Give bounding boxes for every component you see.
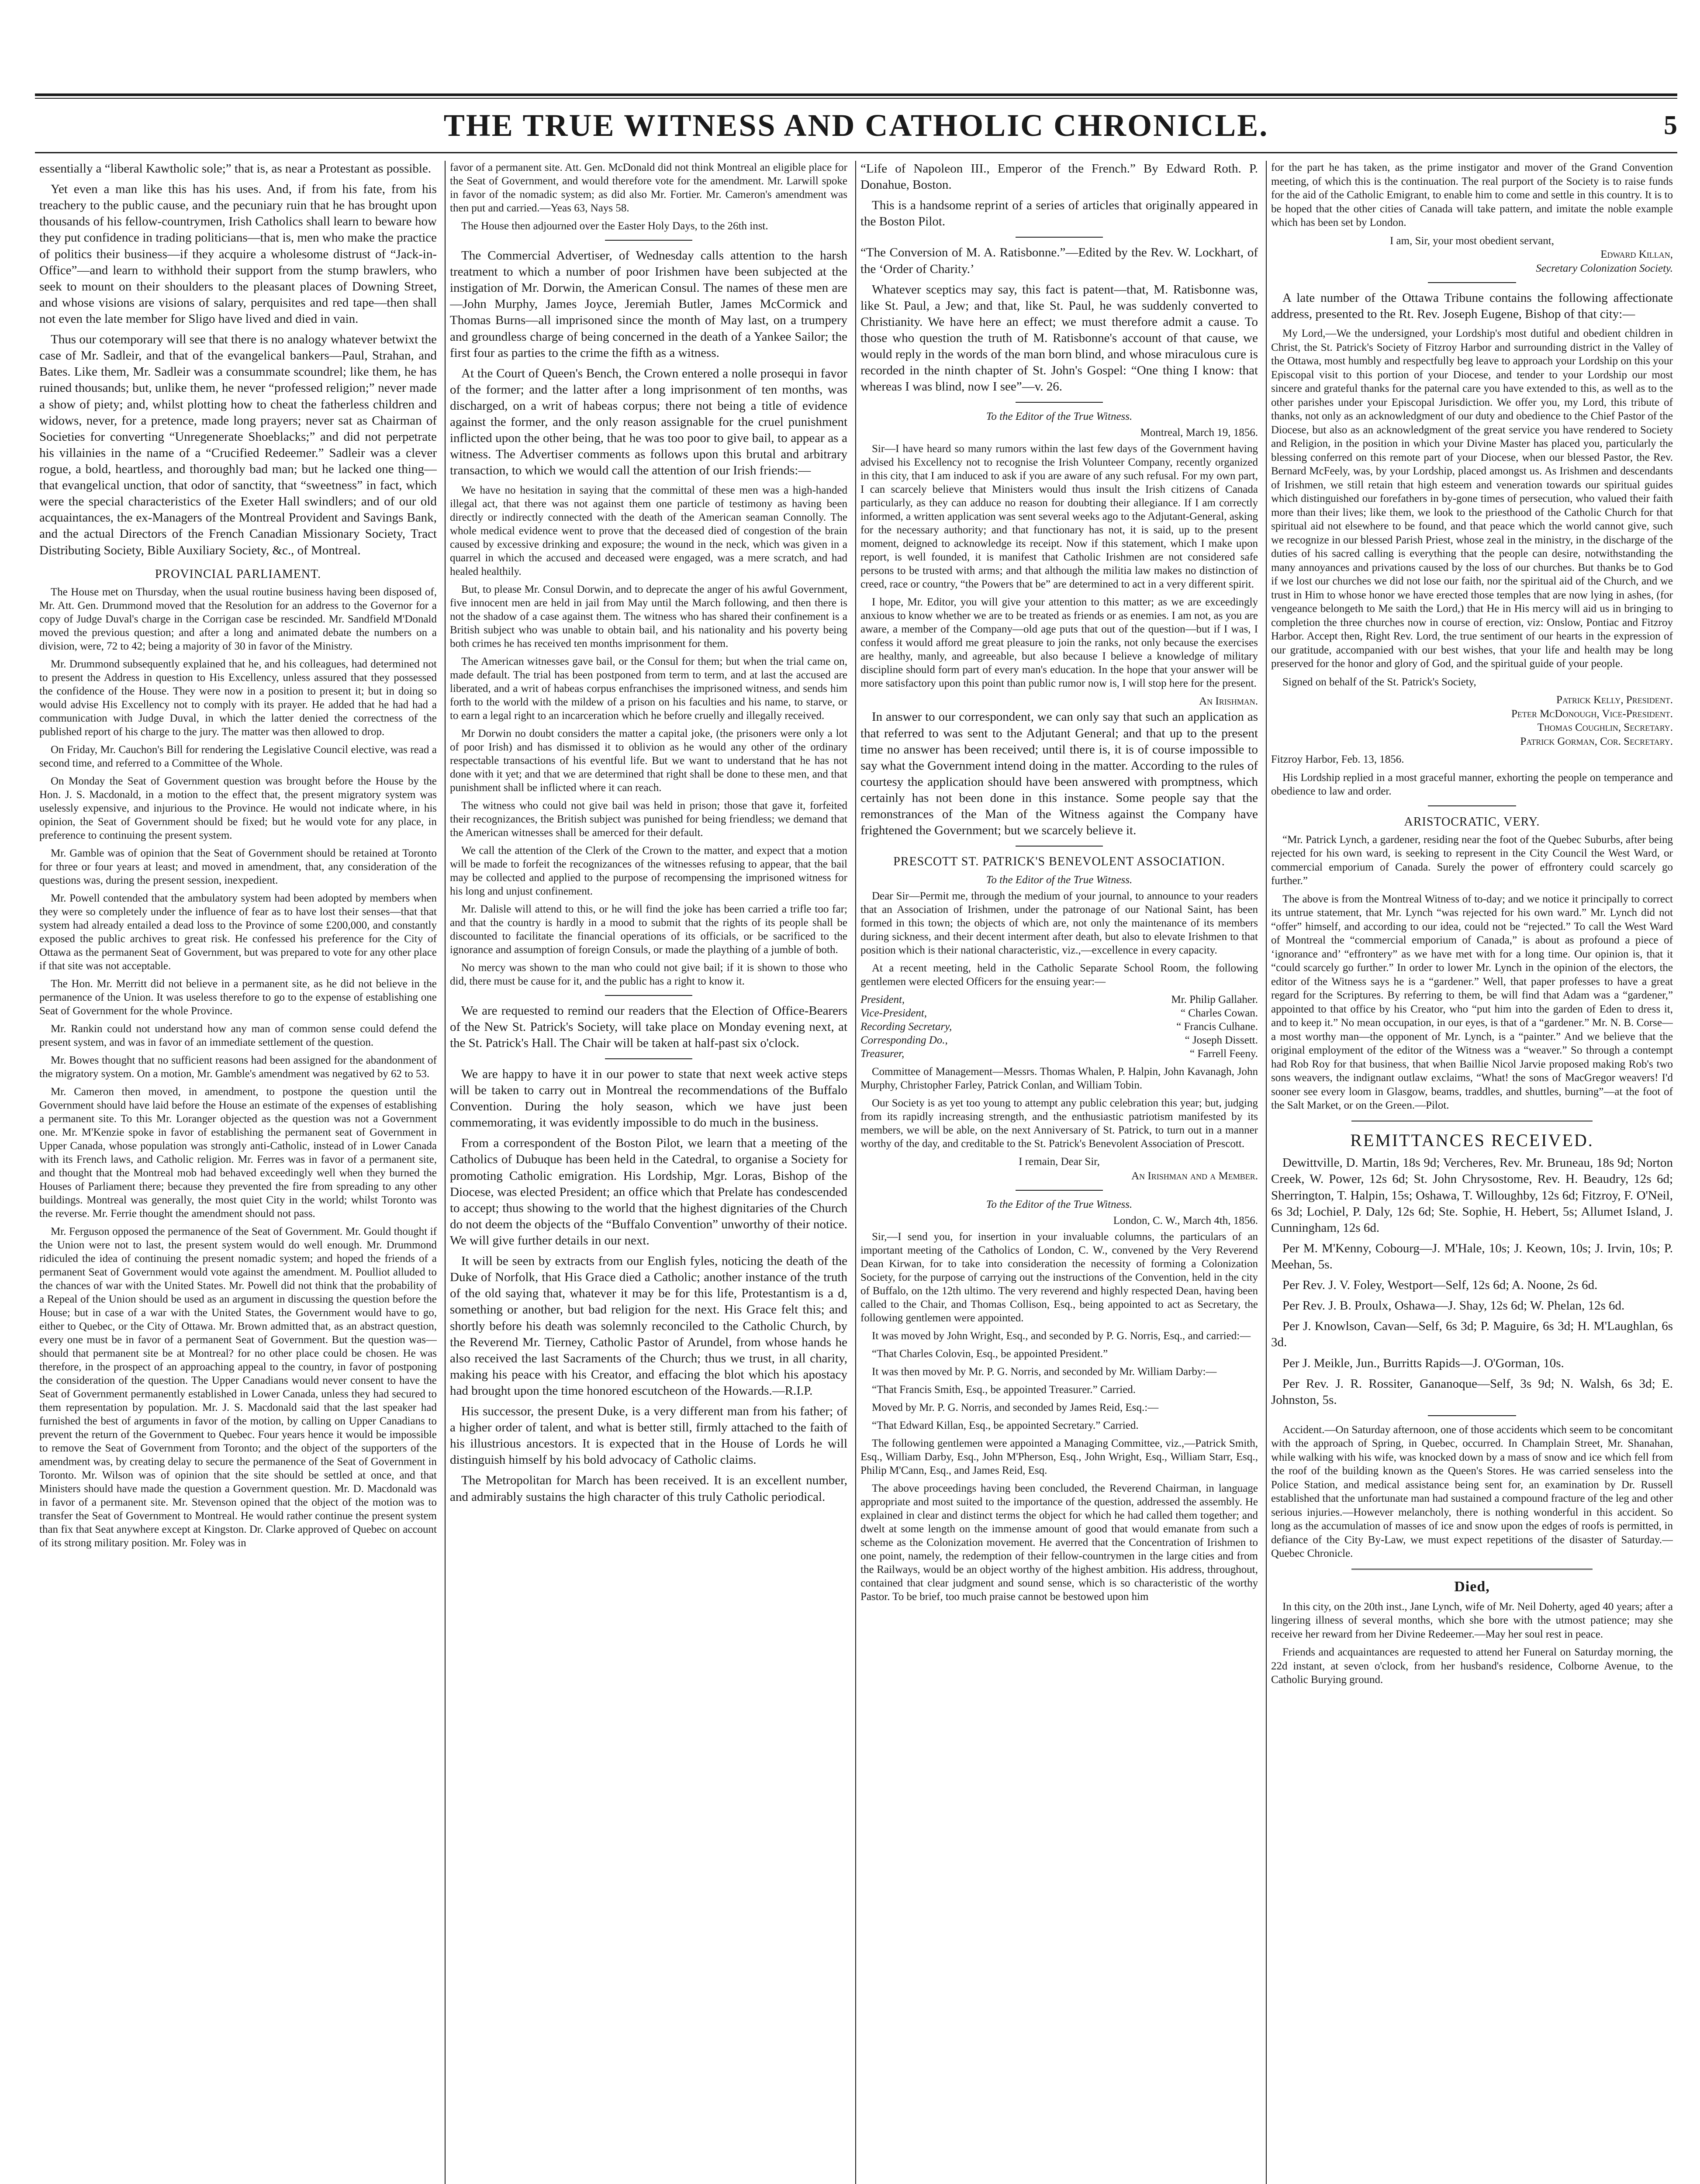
letter-paragraph: It was then moved by Mr. P. G. Norris, and seconded by Mr. William Darby:— [872,1366,1217,1378]
quote-paragraph: The witness who could not give bail was held in prison; those that gave it, forfeited their recognizances, the British subject was punished for being friendless; we demand that the American witnesses shall be amerced for their default. [450,799,847,839]
article-paragraph: The above is from the Montreal Witness of to-day; and we notice it principally to correct its untrue statement, that Mr. Lynch “was rejected for his own ward.” Mr. Lynch did not “offer” himself, and according to our idea, could not be “rejected.” To call the West Ward of Montreal the “commercial emporium of Canada,” is about as profound a piece of ‘ignorance and’ “effrontery” as we have met with for a long time. Our opinion is, that it “could scarcely go further.” In order to lower Mr. Lynch in the opinion of the electors, the editor of the Witness says he is a “gardener.” Well, that paper professes to have a great regard for the Scriptures. By referring to them, be will find that Adam was a “gardener,” appointed to that office by his Creator, who “put him into the garden of Eden to dress it, and to keep it.” No mean occupation, in our eyes, is that of a “gardener.” Mr. N. B. Corse—a most worthy man—the opponent of Mr. Lynch, is a “painter.” And we believe that the original employment of the editor of the Witness was a “weaver.” So through a contempt had Rob Roy for that business, that when Baillie Nicol Jarvie proposed making Rob's two sons weavers, the indignant outlaw exclaims, “What! the sons of MacGregor weavers! I'd sooner see every loom in Glasgow, beams, traddles, and shuttles, burning”—at the foot of the Salt Market, or on the Green.—Pilot. [1271,893,1673,1112]
parliament-paragraph: Mr. Powell contended that the ambulatory system had been adopted by members when they were so completely under the influence of fear as to have lost their senses—that that system had already entailed a dead loss to the Province of some £200,000, and constantly exposed the public archives to great risk. He confessed his preference for the City of Ottawa as the permanent Seat of Government, but was prepared to vote for any other place if that site was not acceptable. [39,892,437,972]
letter-dateline: Montreal, March 19, 1856. [1140,427,1258,439]
officer-row: President, Mr. Philip Gallaher. [860,994,1258,1006]
officer-row: Vice-President, “ Charles Cowan. [860,1007,1258,1019]
officer-row: Corresponding Do., “ Joseph Dissett. [860,1034,1258,1047]
parliament-paragraph: favor of a permanent site. Att. Gen. McDonald did not think Montreal an eligible place for the Seat of Government, and would therefore vote for the amendment. Mr. Larwill spoke in favor of the nomadic system; as did also Mr. Fortier. Mr. Cameron's amendment was then put and carried.—Yeas 63, Nays 58. [450,162,847,214]
column-divider [855,161,856,2184]
parliament-paragraph: Mr. Rankin could not understand how any man of common sense could defend the present system, and was in favor of an immediate settlement of the question. [39,1023,437,1049]
divider [605,240,692,241]
notice-paragraph: His successor, the present Duke, is a very different man from his father; of a higher order of talent, and what is better still, firmly attached to the faith of his illustrious ancestors. It is expected that in the House of Lords he will distinguish himself by his bold advocacy of Catholic claims. [450,1404,847,1467]
officers-list [860,993,1258,1061]
parliament-paragraph: On Monday the Seat of Government question was brought before the House by the Hon. J. S. Macdonald, in a motion to the effect that, the present migratory system was uselessly expensive, and injurious to the Province. He would not indicate where, in his opinion, the Seat of Government should be fixed; but he would vote for any place, in preference to continuing the present system. [39,775,437,842]
divider [1016,1190,1103,1191]
divider [1016,237,1103,238]
divider [1428,805,1516,806]
masthead [35,101,1677,149]
address-reply: His Lordship replied in a most graceful manner, exhorting the people on temperance and obedience to law and order. [1271,771,1673,798]
section-heading: ARISTOCRATIC, VERY. [1404,815,1540,829]
quote-paragraph: The American witnesses gave bail, or the Consul for them; but when the trial came on, made default. The trial has been postponed from term to term, and at last the accused are liberated, and a writ of habeas corpus enfranchises the imprisoned witness, and sends him forth to the world with the mildew of a prison on his faculties and his name, to starve, or to earn a legal right to an incarceration which he before cruelly and illegally received. [450,655,847,722]
parliament-paragraph: Mr. Bowes thought that no sufficient reasons had been assigned for the abandonment of the migratory system. On a motion, Mr. Gamble's amendment was negatived by 62 to 53. [39,1054,437,1080]
address-paragraph: Signed on behalf of the St. Patrick's Society, [1282,676,1476,688]
article-paragraph: “Mr. Patrick Lynch, a gardener, residing near the foot of the Quebec Suburbs, after being rejected for his own ward, is seeking to represent in the City Council the West Ward, or commercial emporium of Canada. Surely the power of effrontery could scarcely go further.” [1271,833,1673,887]
letter-salutation: To the Editor of the True Witness. [986,1199,1133,1211]
parliament-paragraph: The House then adjourned over the Easter Holy Days, to the 26th inst. [461,220,768,232]
letter-paragraph: The following gentlemen were appointed a Managing Committee, viz.,—Patrick Smith, Esq., William Darby, Esq., John M'Pherson, Esq., John Wright, Esq., William Starr, Esq., Philip M'Cann, Esq., and James Reid, Esq. [860,1438,1258,1477]
letter-paragraph: Our Society is as yet too young to attempt any public celebration this year; but, judging from its rapidly increasing strength, and the enthusiastic patriotism manifested by its members, we will be able, on the next Anniversary of St. Patrick, to turn out in a manner worthy of the day, and creditable to the St. Patrick's Benevolent Association of Prescott. [860,1097,1258,1150]
remittance-entry: Per J. Meikle, Jun., Burritts Rapids—J. O'Gorman, 10s. [1282,1356,1564,1370]
letter-paragraph: Dear Sir—Permit me, through the medium of your journal, to announce to your readers that an Association of Irishmen, under the patronage of our National Saint, has been formed in this town; the objects of which are, not only the maintenance of its members during sickness, and their decent interment after death, but also to elevate Irishmen to that position which is their national characteristic, viz.,—excellence in every capacity. [860,890,1258,957]
divider [1428,1415,1516,1416]
column-2 [450,161,847,2184]
page-number: 5 [1664,111,1677,140]
notice-paragraph: We are happy to have it in our power to state that next week active steps will be taken to carry out in Montreal the recommendations of the Buffalo Convention. During the holy season, which we have just been commemorating, it was evidently impossible to do much in the business. [450,1067,847,1130]
quote-paragraph: We have no hesitation in saying that the committal of these men was a high-handed illegal act, that there was not against them one particle of testimony as having been directly or indirectly connected with the death of the American seaman Connolly. The whole medical evidence went to prove that the deceased died of congestion of the brain caused by excessive drinking and exposure; the wound in the neck, which was given in a quarrel in which the accused and deceased were engaged, was a mere scratch, and had healed healthily. [450,484,847,577]
parliament-paragraph: The Hon. Mr. Merritt did not believe in a permanent site, as he did not believe in the permanence of the Union. It was useless therefore to go to the expense of establishing one Seat of Government for the whole Province. [39,978,437,1017]
officer-row: Treasurer, “ Farrell Feeny. [860,1048,1258,1060]
letter-paragraph: “That Francis Smith, Esq., be appointed Treasurer.” Carried. [872,1384,1136,1396]
top-rule-thin [35,98,1677,99]
parliament-paragraph: The House met on Thursday, when the usual routine business having been disposed of, Mr. Att. Gen. Drummond moved that the Resolution for an address to the Governor for a copy of Judge Duval's charge in the Corrigan case be rescinded. Mr. Sandfield M'Donald moved the previous question; and after a long and animated debate the numbers on a division, were, 72 to 42; being a majority of 30 in favor of the Ministry. [39,586,437,653]
remittance-entry: Dewittville, D. Martin, 18s 9d; Vercheres, Rev. Mr. Bruneau, 18s 9d; Norton Creek, W. Power, 12s 6d; St. John Chrysostome, Rev. H. Beaudry, 12s 6d; Sherrington, T. Halpin, 15s; Oshawa, T. Willoughby, 12s 6d; Fitzroy, F. O'Neil, 6s 3d; Lochiel, P. Daly, 12s 6d; Ste. Sophie, H. Hebert, 5s; Allumet Island, J. Cunningham, 12s 6d. [1271,1156,1673,1235]
letter-signature-block: I am, Sir, your most obedient servant, Edward Killan, Secretary Colonization Society. [1389,235,1673,274]
remittance-entry: Per Rev. J. R. Rossiter, Gananoque—Self, 3s 9d; N. Walsh, 6s 3d; E. Johnston, 5s. [1271,1376,1673,1407]
article-paragraph: Accident.—On Saturday afternoon, one of those accidents which seem to be concomitant with the approach of Spring, in Quebec, occurred. In Champlain Street, Mr. Shanahan, while walking with his wife, was knocked down by a mass of snow and ice which fell from the roof of the building known as the Queen's Stores. He was carried senseless into the Police Station, and medical assistance being sent for, an examination by Dr. Russell established that the unfortunate man had sustained a compound fracture of the leg and other serious injuries.—However melancholy, there is nothing wonderful in this accident. So long as the accumulation of masses of ice and snow upon the edges of roofs is permitted, in defiance of the City By-Law, we must expect repetitions of the disaster of Saturday.—Quebec Chronicle. [1271,1424,1673,1560]
article-paragraph: Thus our cotemporary will see that there is no analogy whatever betwixt the case of Mr. Sadleir, and that of the evangelical bankers—Paul, Strahan, and Bates. Like them, Mr. Sadleir was a consummate scoundrel; like them, he has ruined thousands; but, unlike them, he never “professed religion;” never made a show of piety; and, whilst plotting how to cheat the fatherless children and widows, never, for a pretence, made long prayers; never sat as Chairman of Societies for converting “Unregenerate Shoeblacks;” and did not perpetrate his villainies in the name of a “Crucified Redeemer.” Sadleir was a clever rogue, a bold, heartless, and thoroughly bad man; but he lacked one thing—that evangelical unction, that odor of sanctity, that “sweetness” in fact, which were the special characteristics of the Exeter Hall swindlers; and of our old acquaintances, the ex-Managers of the Montreal Provident and Savings Bank, and the actual Directors of the French Canadian Missionary Society, Tract Distributing Society, Bible Auxiliary Society, &c., of Montreal. [39,332,437,557]
divider [1351,1569,1593,1570]
remittance-entry: Per Rev. J. V. Foley, Westport—Self, 12s 6d; A. Noone, 2s 6d. [1282,1278,1598,1292]
letter-paragraph: It was moved by John Wright, Esq., and seconded by P. G. Norris, Esq., and carried:— [872,1330,1251,1342]
remittance-entry: Per M. M'Kenny, Cobourg—J. M'Hale, 10s; J. Keown, 10s; J. Irvin, 10s; P. Meehan, 5s. [1271,1241,1673,1272]
parliament-paragraph: On Friday, Mr. Cauchon's Bill for rendering the Legislative Council elective, was read a second time, and referred to a Committee of the Whole. [39,744,437,770]
letter-paragraph: The above proceedings having been concluded, the Reverend Chairman, in language appropriate and most suited to the importance of the question, addressed the assembly. He explained in clear and distinct terms the object for which he had called them together; and dwelt at some length on the immense amount of good that would emanate from such a scheme as the Colonization movement. He averred that the Concentration of Irishmen to one point, namely, the redemption of their fellow-countrymen in the large cities and from the Railways, would be an object worthy of the highest ambition. His address, throughout, contained that clear judgment and sound sense, which is so characteristic of the worthy Pastor. To be brief, too much praise cannot be bestowed upon him [860,1482,1258,1603]
divider [1428,282,1516,283]
parliament-paragraph: Mr. Ferguson opposed the permanence of the Seat of Government. Mr. Gould thought if the Union were not to last, the present system would do well enough. Mr. Drummond ridiculed the idea of continuing the present nomadic system; and hoped the friends of a permanent Seat of Government would vote against the amendment. M. Poulliot alluded to the chances of war with the United States. Mr. Powell did not think that the probability of a Repeal of the Union should be used as an argument in discussing the question before the House; but in case of a war with the United States, the Government would have to go, either to Quebec, or the City of Ottawa. Mr. Brown admitted that, as an abstract question, every one must be in favor of a permanent Seat of Government. But the question was—should that permanent site be at Montreal? for no other place could be chosen. He was therefore, in the prospect of an approaching appeal to the country, in favor of postponing the consideration of the question. The Upper Canadians would never consent to have the Seat of Government permanently established in Lower Canada, unless they had secured to them representation by population. Mr. J. S. Macdonald said that the last speaker had furnished the best of arguments in favor of the motion, by calling on Upper Canadians to prevent the return of the Government to Quebec. Four years hence it would be impossible to remove the Seat of Government from Toronto; and the object of the supporters of the amendment was, by creating delay to secure the permanence of the Seat of Government in Toronto. Mr. Wilson was of opinion that the site should be settled at once, and that Ministers should have made the question a Government question. Mr. D. Macdonald was in favor of a permanent site. Mr. Stevenson opined that the object of the motion was to transfer the Seat of Government to Montreal. He would rather continue the present system than fix that Seat anywhere except at Kingston. Dr. Clarke approved of Quebec on account of its strong military position. Mr. Foley was in [39,1226,437,1549]
letter-paragraph: Committee of Management—Messrs. Thomas Whalen, P. Halpin, John Kavanagh, John Murphy, Christopher Farley, Patrick Conlan, and William Tobin. [860,1066,1258,1092]
newspaper-title: THE TRUE WITNESS AND CATHOLIC CHRONICLE. [443,107,1269,143]
parliament-paragraph: Mr. Cameron then moved, in amendment, to postpone the question until the Government should have laid before the House an estimate of the expenses of establishing a permanent site. To this Mr. Loranger objected as the question was not a Government one. Mr. M'Kenzie spoke in favor of establishing the permanent seat of Government in Upper Canada, whose population was strongly anti-Catholic, instead of in Lower Canada with its French laws, and Catholic religion. Mr. Ferres was in favor of a permanent site, and thought that the Montreal mob had behaved exceedingly well when they burned the Houses of Parliament there; because they prevented the fire from spreading to any other buildings. Montreal was generally, the most quiet City in the world; whilst Toronto was the reverse. Mr. Ferrie thought the amendment should not pass. [39,1086,437,1220]
editor-answer: In answer to our correspondent, we can only say that such an application as that referred to was sent to the Adjutant General; and that up to the present time no answer has been received; until there is, it is of course impossible to say what the Government intend doing in the matter. According to the rules of courtesy the application should have been answered with promptness, which certainly has not been done in this instance. Some people say that the remonstrances of the Man of the Witness against the Company have frightened the Government; but we scarcely believe it. [860,710,1258,838]
column-4 [1271,161,1673,2184]
section-heading: Died, [1454,1578,1490,1595]
letter-closing: I remain, Dear Sir, [1019,1156,1100,1168]
section-heading: REMITTANCES RECEIVED. [1350,1130,1594,1150]
column-1 [39,161,437,2184]
quote-paragraph: Mr Dorwin no doubt considers the matter a capital joke, (the prisoners were only a lot of poor Irish) and has dismissed it to oblivion as he would any other of the ordinary respectable transactions of his eventful life. But we want to understand that he has not done with it yet; and that we are determined that right shall be done to these men, and that punishment shall be inflicted where it can reach. [450,727,847,794]
remittance-entry: Per Rev. J. B. Proulx, Oshawa—J. Shay, 12s 6d; W. Phelan, 12s 6d. [1282,1299,1625,1313]
parliament-paragraph: Mr. Gamble was of opinion that the Seat of Government should be retained at Toronto for three or four years at least; and moved in amendment, that, any consideration of the questions was, during the present session, inexpedient. [39,847,437,887]
quote-paragraph: We call the attention of the Clerk of the Crown to the matter, and expect that a motion will be made to forfeit the recognizances of the witnesses refusing to appear, that the bail may be collected and applied to the purpose of recompensing the imprisoned witness for his long and unjust confinement. [450,844,847,897]
notice-paragraph: It will be seen by extracts from our English fyles, noticing the death of the Duke of Norfolk, that His Grace died a Catholic; another instance of the truth of the old saying that, whatever it may be for this life, Protestantism is a d, something or another, but bad religion for the next. His Grace felt this; and shortly before his death was solemnly reconciled to the Catholic Church, by the Reverend Mr. Tierney, Catholic Pastor of Arundel, from whose hands he also received the last Sacraments of the Church; thus we trust, in all charity, making his peace with his Creator, and effacing the blot which his apostacy had brought upon the time honored escutcheon of the Howards.—R.I.P. [450,1254,847,1398]
quote-paragraph: No mercy was shown to the man who could not give bail; if it is shown to those who did, there must be cause for it, and the public has a right to know it. [450,961,847,987]
top-rule-thick [35,93,1677,96]
section-heading: PRESCOTT ST. PATRICK'S BENEVOLENT ASSOCIATION. [893,855,1225,869]
letter-paragraph: Sir,—I send you, for insertion in your invaluable columns, the particulars of an important meeting of the Catholics of London, C. W., convened by the Very Reverend Dean Kirwan, for to take into consideration the necessity of forming a Colonization Society, for the purpose of carrying out the instructions of the Convention, held in the city of Buffalo, on the 12th ultimo. The very reverend and highly respected Dean, having been called to the Chair, and Thomas Collison, Esq., being appointed to act as Secretary, the following gentlemen were appointed. [860,1231,1258,1324]
column-divider [445,161,446,2184]
review-paragraph: This is a handsome reprint of a series of articles that originally appeared in the Boston Pilot. [860,198,1258,229]
letter-signature: An Irishman. [1199,695,1258,708]
review-paragraph: Whatever sceptics may say, this fact is patent—that, M. Ratisbonne was, like St. Paul, a Jew; and that, like St. Paul, he was suddenly converted to Christianity. We have here an effect; we must therefore admit a cause. To those who question the truth of M. Ratisbonne's account of that cause, we would reply in the words of the man born blind, and whose miraculous cure is recorded in the ninth chapter of St. John's Gospel: “One thing I know: that whereas I was blind, now I see”—v. 26. [860,282,1258,394]
letter-paragraph: for the part he has taken, as the prime instigator and mover of the Grand Convention meeting, of which this is the continuation. The real purport of the Society is to raise funds for the aid of the Catholic Emigrant, to enable him to come and settle in this country. It is to be hoped that the other cities of Canada will take pattern, and imitate the noble example which has been set by London. [1271,162,1673,228]
remittance-entry: Per J. Knowlson, Cavan—Self, 6s 3d; P. Maguire, 6s 3d; H. M'Laughlan, 6s 3d. [1271,1319,1673,1350]
obituary-paragraph: In this city, on the 20th inst., Jane Lynch, wife of Mr. Neil Doherty, aged 40 years; after a lingering illness of several months, which she bore with the utmost patience; may she receive her reward from her Divine Redeemer.—May her soul rest in peace. [1271,1600,1673,1640]
divider [1016,402,1103,403]
letter-salutation: To the Editor of the True Witness. [986,411,1133,423]
review-title: “Life of Napoleon III., Emperor of the French.” By Edward Roth. P. Donahue, Boston. [860,162,1258,192]
letter-paragraph: Moved by Mr. P. G. Norris, and seconded by James Reid, Esq.:— [872,1402,1159,1414]
obituary-paragraph: Friends and acquaintances are requested to attend her Funeral on Saturday morning, the 22d instant, at seven o'clock, from her husband's residence, Colborne Avenue, to the Catholic Burying ground. [1271,1646,1673,1686]
divider [1351,1120,1593,1122]
review-title: “The Conversion of M. A. Ratisbonne.”—Edited by the Rev. W. Lockhart, of the ‘Order of Charity.’ [860,245,1258,276]
divider [1016,846,1103,847]
notice-paragraph: We are requested to remind our readers that the Election of Office-Bearers of the New St. Patrick's Society, will take place on Monday evening next, at the St. Patrick's Hall. The Chair will be taken at half-past six o'clock. [450,1003,847,1050]
officer-row: Recording Secretary, “ Francis Culhane. [860,1021,1258,1033]
article-paragraph: A late number of the Ottawa Tribune contains the following affectionate address, presented to the Rt. Rev. Joseph Eugene, Bishop of that city:— [1271,291,1673,321]
letter-salutation: To the Editor of the True Witness. [986,874,1133,886]
article-paragraph: essentially a “liberal Kawtholic sole;” that is, as near a Protestant as possible. [39,162,432,176]
divider [605,995,692,996]
quote-paragraph: Mr. Dalisle will attend to this, or he will find the joke has been carried a trifle too far; and that the country is hardly in a mood to submit that the rights of its people shall be discounted to facilitate the financial operations of its officials, or be sacrificed to the ignorance and assumption of foreign Consuls, or made the plaything of a jumble of both. [450,903,847,956]
letter-paragraph: At a recent meeting, held in the Catholic Separate School Room, the following gentlemen were elected Officers for the ensuing year:— [860,962,1258,988]
parliament-paragraph: Mr. Drummond subsequently explained that he, and his colleagues, had determined not to present the Address in question to His Excellency, unless assured that they possessed the confidence of the House. They were now in a position to present it; but in doing so would advise His Excellency not to comply with its prayer. He added that he had had a communication with Judge Duval, in which the latter denied the correctness of the published report of his charge to the jury. The matter was then allowed to drop. [39,658,437,738]
article-paragraph: At the Court of Queen's Bench, the Crown entered a nolle prosequi in favor of the former; and the latter after a long imprisonment of ten months, was discharged, on a writ of habeas corpus; there not being a title of evidence against the former, and the only reason assignable for the cruel punishment inflicted upon the other being, that he was too poor to give bail, to appear as a witness. The Advertiser comments as follows upon this brutal and arbitrary transaction, to which we would call the attention of our Irish friends:— [450,366,847,478]
letter-dateline: London, C. W., March 4th, 1856. [1113,1215,1258,1227]
notice-paragraph: From a correspondent of the Boston Pilot, we learn that a meeting of the Catholics of Dubuque has been held in the Catedral, to organise a Society for promoting Catholic emigration. His Lordship, Mgr. Loras, Bishop of the Diocese, was elected President; an office which that Prelate has condescended to accept; thus showing to the world that the highest dignitaries of the Church do not deem the objects of the “Buffalo Convention” unworthy of their notice. We will give further details in our next. [450,1136,847,1248]
letter-paragraph: Sir—I have heard so many rumors within the last few days of the Government having advised his Excellency not to recognise the Irish Volunteer Company, recently organized in this city, that I am induced to ask if you are aware of any such refusal. For my own part, I can scarcely believe that Ministers would thus insult the Irish citizens of Canada particularly, as they can adduce no reason for doubting their allegiance. If I am correctly informed, a written application was sent several weeks ago to the Adjutant-General, asking for the necessary authority; and that functionary has not, it is said, up to the present moment, deigned to acknowledge its receipt. Now if this statement, which I make upon report, is well founded, it is manifest that Catholic Irishmen are not considered safe persons to be trusted with arms; and that although the militia law makes no distinction of creed, race or country, “the Powers that be” are determined to act in a very different spirit. [860,443,1258,591]
address-date: Fitzroy Harbor, Feb. 13, 1856. [1271,753,1404,766]
column-divider [1266,161,1267,2184]
address-paragraph: My Lord,—We the undersigned, your Lordship's most dutiful and obedient children in Christ, the St. Patrick's Society of Fitzroy Harbor and surrounding district in the Valley of the Ottawa, most humbly and respectfully beg leave to approach your Lordship on this your Episcopal visit to this portion of your Diocese, and tender to your Lordship our most sincere and grateful thanks for the paternal care you have extended to this, as well as to the other parishes under your Episcopal Jurisdiction. We offer you, my Lord, this tribute of thanks, not only as an acknowledgment of our duty and obedience to the Chief Pastor of the Diocese, but also as an acknowledgment of the great service you have rendered to Society and Religion, in the position in which your Divine Master has placed you, particularly the blessing conferred on this remote part of your Diocese, when our blessed Pastor, the Rev. Bernard McFeely, was, by your Lordship, placed amongst us. As Irishmen and descendants of Irishmen, we still retain that high esteem and veneration towards our spiritual guides which distinguished our forefathers in by-gone times of persecution, who valued their faith more than their lives; like them, we look to the priesthood of the Catholic Church for that spiritual aid not elsewhere to be found, and that peace which the world cannot give, such we recognize in our blessed Parish Priest, whose zeal in the ministry, in the discharge of the duties of his sacred calling is everything that the people can desire, notwithstanding the many annoyances and privations caused by the loss of our churches. But thanks be to God if we lost our churches we did not lose our faith, nor the spiritual aid of the Church, and we trust in Him to whose honor we have erected those temples that are now lying in ashes, (for vengeance belongeth to Me saith the Lord,) that He in His mercy will aid us in bringing to completion the three churches now in course of erection, viz: Onslow, Pontiac and Fitzroy Harbor. Accept then, Right Rev. Lord, the true sentiment of our hearts in the expression of our gratitude, accompanied with our best wishes, that your life and health may be long preserved for the honor and glory of God, and the spiritual guide of your people. [1271,328,1673,670]
letter-paragraph: “That Charles Colovin, Esq., be appointed President.” [872,1348,1108,1360]
masthead-bottom-rule [35,152,1677,153]
signatories: Patrick Kelly, President. Peter McDonough, Vice-President. Thomas Coughlin, Secretary. Patrick Gorman, Cor. Secretary. [1511,694,1673,747]
divider [605,1058,692,1059]
section-heading: PROVINCIAL PARLIAMENT. [155,567,321,581]
letter-signature: An Irishman and a Member. [1131,1170,1258,1182]
quote-paragraph: But, to please Mr. Consul Dorwin, and to deprecate the anger of his awful Government, five innocent men are held in jail from May until the March following, and then there is not the shadow of a case against them. The witness who has shared their confinement is a British subject who was unable to obtain bail, and his nationality and his poverty being both crimes he has received ten months imprisonment for them. [450,583,847,650]
letter-paragraph: I hope, Mr. Editor, you will give your attention to this matter; as we are exceedingly anxious to know whether we are to be treated as friends or as enemies. I am not, as you are aware, a member of the Company—old age puts that out of the question—but if I was, I confess it would afford me great pleasure to join the ranks, not only because the exercises are healthy, manly, and agreeable, but also because I believe a knowledge of military discipline should form part of every man's education. In the hope that your answer will be more satisfactory upon this point than public rumor now is, I will stop here for the present. [860,596,1258,690]
article-paragraph: The Commercial Advertiser, of Wednesday calls attention to the harsh treatment to which a number of poor Irishmen have been subjected at the instigation of Mr. Dorwin, the American Consul. The names of these men are—John Murphy, James Joyce, Jeremiah Butler, James McCormick and Thomas Burns—all imprisoned since the month of May last, on a trumpery and groundless charge of being concerned in the death of a Yankee Sailor; the first four as parties to the crime the fifth as a witness. [450,249,847,360]
column-3 [860,161,1258,2184]
notice-paragraph: The Metropolitan for March has been received. It is an excellent number, and admirably sustains the high character of this truly Catholic periodical. [450,1473,847,1504]
article-paragraph: Yet even a man like this has his uses. And, if from his fate, from his treachery to the public cause, and the pecuniary ruin that he has brought upon thousands of his fellow-countrymen, Irish Catholics shall learn to beware how they put confidence in trading politicians—that is, men who make the practice of politics their business—if they acquire a wholesome distrust of “Jack-in-Office”—and learn to withhold their support from the stump brawlers, who seek to mount on their shoulders to the pleasant places of Downing Street, and whose visions are visions of salary, perquisites and red tape—then shall not even the late member for Sligo have lived and died in vain. [39,182,437,326]
letter-paragraph: “That Edward Killan, Esq., be appointed Secretary.” Carried. [872,1420,1139,1432]
